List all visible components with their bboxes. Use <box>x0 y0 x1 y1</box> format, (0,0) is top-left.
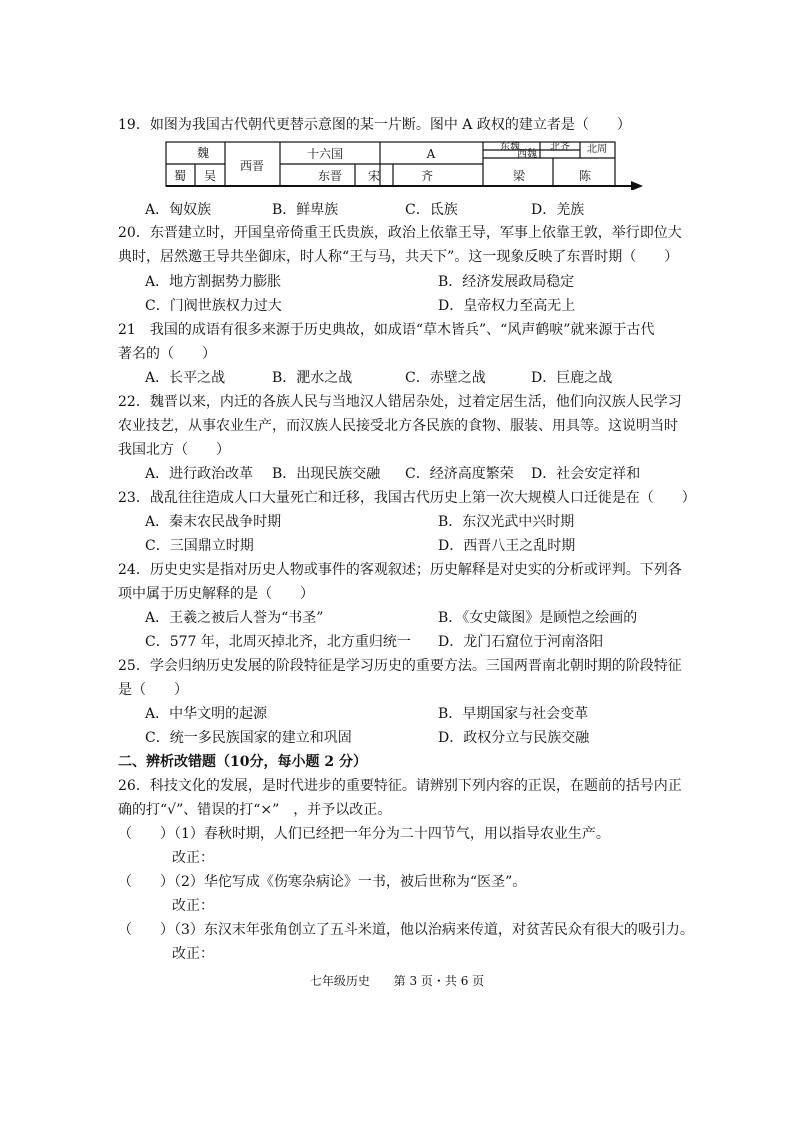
q24-line-2: 项中属于历史解释的是（ ） <box>118 586 314 602</box>
label-beizhou: 北周 <box>587 144 607 155</box>
footer-page-number: 第 3 页・共 6 页 <box>393 974 485 988</box>
q19-option-d: D．羌族 <box>531 202 585 218</box>
q21-option-b: B．淝水之战 <box>272 370 353 386</box>
q26-line-1: 26．科技文化的发展，是时代进步的重要特征。请辨别下列内容的正误，在题前的括号内正 <box>118 778 682 794</box>
q22-option-d: D．社会安定祥和 <box>531 466 641 482</box>
q23-option-c: C．三国鼎立时期 <box>145 538 254 554</box>
q26-item-1-fix-label: 改正： <box>172 850 214 866</box>
q19-option-c: C．氐族 <box>405 202 458 218</box>
q25-option-a: A．中华文明的起源 <box>145 706 268 722</box>
timeline-arrow-head <box>631 181 643 190</box>
q24-option-d: D．龙门石窟位于河南洛阳 <box>438 634 604 650</box>
q23-option-a: A．秦末农民战争时期 <box>145 514 282 530</box>
q22-line-1: 22．魏晋以来，内迁的各族人民与当地汉人错居杂处，过着定居生活，他们向汉族人民学习 <box>118 394 682 410</box>
q25-option-d: D．政权分立与民族交融 <box>438 730 590 746</box>
q20-option-b: B．经济发展政局稳定 <box>438 274 575 290</box>
q22-line-2: 农业技艺，从事农业生产，而汉族人民接受北方各民族的食物、服装、用具等。这说明当时 <box>118 418 678 434</box>
q22-option-a: A．进行政治改革 <box>145 466 254 482</box>
q24-line-1: 24．历史史实是指对历史人物或事件的客观叙述；历史解释是对史实的分析或评判。下列各 <box>118 562 682 578</box>
q20-option-c: C．门阀世族权力过大 <box>145 298 282 314</box>
dynasty-timeline-diagram <box>165 140 645 190</box>
q23-option-b: B．东汉光武中兴时期 <box>438 514 575 530</box>
label-xijin: 西晋 <box>239 159 265 173</box>
q24-option-a: A．王羲之被后人誉为“书圣” <box>145 610 324 626</box>
label-dongjin: 东晋 <box>317 169 343 183</box>
q26-item-3-fix-label: 改正： <box>172 946 214 962</box>
q24-option-c: C．577 年，北周灭掉北齐，北方重归统一 <box>145 634 411 650</box>
label-liang: 梁 <box>512 169 526 183</box>
q21-option-c: C．赤壁之战 <box>405 370 486 386</box>
q21-line-2: 著名的（ ） <box>118 346 216 362</box>
label-qi: 齐 <box>420 169 434 183</box>
q20-option-a: A．地方割据势力膨胀 <box>145 274 282 290</box>
label-shu: 蜀 <box>173 169 187 183</box>
q20-option-d: D．皇帝权力至高无上 <box>438 298 576 314</box>
q23-line-1: 23．战乱往往造成人口大量死亡和迁移，我国古代历史上第一次大规模人口迁徙是在（ ） <box>118 490 696 506</box>
q26-item-3: （ ）（3）东汉末年张角创立了五斗米道，他以治病来传道，对贫苦民众有很大的吸引力。 <box>118 922 694 938</box>
label-chen: 陈 <box>578 169 592 183</box>
q25-option-c: C．统一多民族国家的建立和巩固 <box>145 730 352 746</box>
label-wei: 魏 <box>196 146 210 160</box>
q20-line-2: 典时，居然邀王导共坐御床，时人称“王与马，共天下”。这一现象反映了东晋时期（ ） <box>118 249 679 265</box>
q25-line-2: 是（ ） <box>118 682 188 698</box>
q22-option-c: C．经济高度繁荣 <box>405 466 514 482</box>
q26-item-1: （ ）（1）春秋时期，人们已经把一年分为二十四节气，用以指导农业生产。 <box>118 826 610 842</box>
q24-option-b: B．《女史箴图》是顾恺之绘画的 <box>438 610 638 626</box>
q25-option-b: B．早期国家与社会变革 <box>438 706 589 722</box>
label-xiwei: 西魏 <box>517 149 537 160</box>
q22-option-b: B．出现民族交融 <box>272 466 381 482</box>
label-beiqi: 北齐 <box>550 142 570 153</box>
label-dongwei: 东魏 <box>500 142 520 153</box>
q25-line-1: 25．学会归纳历史发展的阶段特征是学习历史的重要方法。三国两晋南北朝时期的阶段特征 <box>118 658 682 674</box>
q26-line-2: 确的打“√”、错误的打“×” ，并予以改正。 <box>118 802 392 818</box>
q19-option-a: A．匈奴族 <box>145 202 212 218</box>
label-song: 宋 <box>367 169 381 183</box>
q19-option-b: B．鲜卑族 <box>272 202 339 218</box>
q19-stem: 19．如图为我国古代朝代更替示意图的某一片断。图中 A 政权的建立者是（ ） <box>118 117 631 133</box>
q20-line-1: 20．东晋建立时，开国皇帝倚重王氏贵族，政治上依靠王导，军事上依靠王敦，举行即位大 <box>118 225 682 241</box>
q22-line-3: 我国北方（ ） <box>118 442 230 458</box>
q23-option-d: D．西晋八王之乱时期 <box>438 538 576 554</box>
page-footer <box>0 972 794 989</box>
section-2-title: 二、辨析改错题（10分，每小题 2 分） <box>118 754 367 770</box>
q26-item-2: （ ）（2）华佗写成《伤寒杂病论》一书，被后世称为“医圣”。 <box>118 874 527 890</box>
q21-line-1: 21 我国的成语有很多来源于历史典故，如成语“草木皆兵”、“风声鹤唳”就来源于古代 <box>118 322 655 338</box>
label-wu: 吴 <box>203 169 217 183</box>
label-a: A <box>426 147 436 161</box>
q21-option-d: D．巨鹿之战 <box>531 370 613 386</box>
q26-item-2-fix-label: 改正： <box>172 898 214 914</box>
footer-subject: 七年级历史 <box>309 974 370 988</box>
q21-option-a: A．长平之战 <box>145 370 226 386</box>
label-shiliuguo: 十六国 <box>306 147 344 161</box>
